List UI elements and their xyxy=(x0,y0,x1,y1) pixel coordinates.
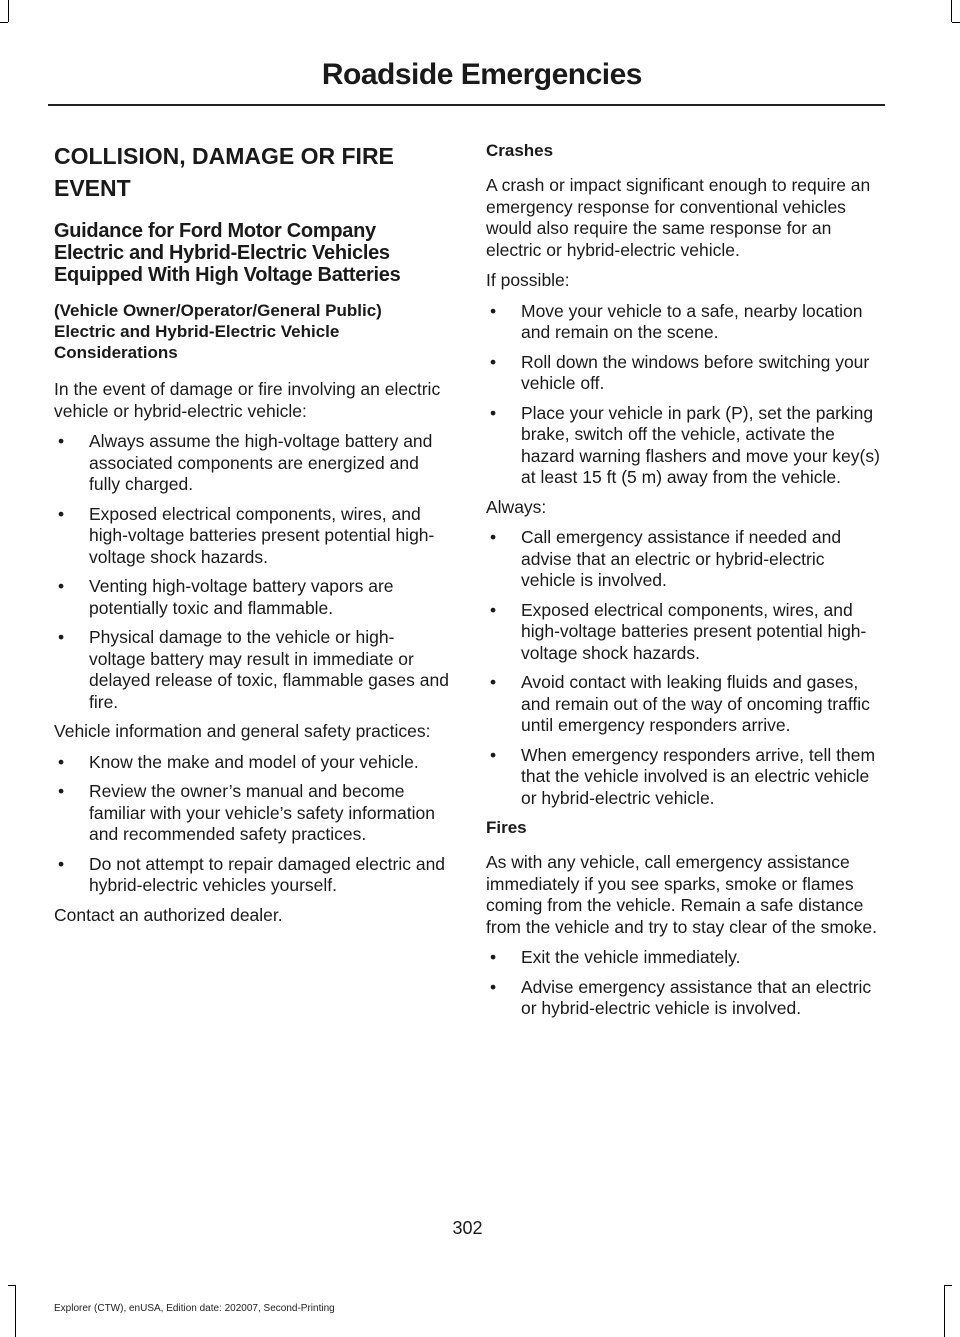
bullet-icon: • xyxy=(58,781,65,801)
fires-list xyxy=(486,947,882,1020)
list-item-text: Review the owner’s manual and become familiar with your vehicle’s safety information and recommended safety practices. xyxy=(89,781,435,844)
page-header-title: Roadside Emergencies xyxy=(321,58,642,91)
list-item-text: Move your vehicle to a safe, nearby location and remain on the scene. xyxy=(521,300,863,342)
list-item xyxy=(486,301,882,344)
crop-mark xyxy=(944,1285,945,1337)
list-item xyxy=(486,947,882,969)
section-heading: COLLISION, DAMAGE OR FIRE EVENT xyxy=(54,143,394,201)
bullet-icon: • xyxy=(490,744,497,765)
list-item-text: Advise emergency assistance that an electric or hybrid-electric vehicle is involved. xyxy=(521,976,872,1018)
right-column xyxy=(486,140,882,1028)
list-item-text: Physical damage to the vehicle or high-voltage battery may result in immediate or delayed release of toxic, flammable gases and fire. xyxy=(89,627,449,712)
crop-mark xyxy=(944,1285,952,1286)
considerations-title: Electric and Hybrid-Electric Vehicle Considerations xyxy=(54,322,340,362)
bullet-icon: • xyxy=(490,527,497,547)
bullet-icon: • xyxy=(490,947,497,967)
bullet-icon: • xyxy=(58,627,65,647)
intro-paragraph: In the event of damage or fire involving an electric vehicle or hybrid-electric vehicle: xyxy=(54,379,441,421)
list-item-text: Venting high-voltage battery vapors are potentially toxic and flammable. xyxy=(89,576,394,618)
bullet-icon: • xyxy=(58,853,65,874)
practices-list xyxy=(54,752,450,897)
list-item-text: Call emergency assistance if needed and advise that an electric or hybrid-electric vehicle is involved. xyxy=(521,527,842,590)
bullet-icon: • xyxy=(490,351,497,372)
list-item xyxy=(54,576,450,619)
audience-label: (Vehicle Owner/Operator/General Public) xyxy=(54,301,382,320)
list-item-text: Exit the vehicle immediately. xyxy=(521,947,741,967)
footer-edition-info: Explorer (CTW), enUSA, Edition date: 202007, Second-Printing xyxy=(54,1303,335,1314)
list-item xyxy=(486,352,882,395)
list-item-text: Always assume the high-voltage battery and associated components are energized and fully charged. xyxy=(89,431,433,494)
always-list xyxy=(486,527,882,809)
left-column xyxy=(54,140,450,935)
list-item xyxy=(54,627,450,713)
list-item-text: Exposed electrical components, wires, and high-voltage batteries present potential high-voltage shock hazards. xyxy=(521,599,867,663)
crop-mark xyxy=(8,0,9,22)
list-item-text: Avoid contact with leaking fluids and gases, and remain out of the way of oncoming traffic until emergency responders arrive. xyxy=(521,672,870,735)
audience-block xyxy=(54,300,450,363)
fires-heading: Fires xyxy=(486,818,527,837)
fires-paragraph: As with any vehicle, call emergency assistance immediately if you see sparks, smoke or flames coming from the vehicle. Remain a safe distance from the vehicle and try to stay clear of the smoke. xyxy=(486,852,878,937)
crop-mark xyxy=(15,1285,16,1337)
list-item xyxy=(486,600,882,665)
section-subheading: Guidance for Ford Motor Company Electric and Hybrid-Electric Vehicles Equipped With High Voltage Batteries xyxy=(54,220,401,286)
page-number: 302 xyxy=(452,1218,483,1238)
list-item xyxy=(54,504,450,569)
hazards-list xyxy=(54,431,450,713)
list-item xyxy=(486,527,882,592)
if-possible-list xyxy=(486,301,882,489)
list-item xyxy=(486,745,882,810)
list-item-text: Know the make and model of your vehicle. xyxy=(89,751,419,772)
bullet-icon: • xyxy=(58,431,65,451)
crop-mark xyxy=(0,22,8,23)
list-item-text: When emergency responders arrive, tell them that the vehicle involved is an electric vehicle or hybrid-electric vehicle. xyxy=(521,744,876,808)
bullet-icon: • xyxy=(58,576,65,596)
bullet-icon: • xyxy=(58,751,65,772)
crashes-paragraph: A crash or impact significant enough to require an emergency response for conventional vehicles would also require the same response for an electric or hybrid-electric vehicle. xyxy=(486,175,871,260)
always-label: Always: xyxy=(486,496,547,517)
list-item xyxy=(54,752,450,774)
bullet-icon: • xyxy=(490,599,497,620)
list-item xyxy=(54,854,450,897)
crop-mark xyxy=(951,0,952,22)
bullet-icon: • xyxy=(490,976,497,997)
bullet-icon: • xyxy=(490,672,497,692)
bullet-icon: • xyxy=(490,300,497,321)
header-divider xyxy=(48,104,885,106)
crop-mark xyxy=(952,22,960,23)
list-item xyxy=(486,403,882,489)
bullet-icon: • xyxy=(58,503,65,524)
crashes-heading: Crashes xyxy=(486,141,554,160)
list-item-text: Place your vehicle in park (P), set the parking brake, switch off the vehicle, activate the hazard warning flashers and move your key(s) at least 15 ft (5 m) away from the vehicle. xyxy=(521,402,880,487)
bullet-icon: • xyxy=(490,402,497,423)
list-item xyxy=(486,977,882,1020)
info-intro-paragraph: Vehicle information and general safety practices: xyxy=(54,721,431,741)
list-item-text: Exposed electrical components, wires, and high-voltage batteries present potential high-voltage shock hazards. xyxy=(89,503,435,567)
list-item xyxy=(54,431,450,496)
list-item-text: Do not attempt to repair damaged electric and hybrid-electric vehicles yourself. xyxy=(89,853,446,895)
list-item xyxy=(486,672,882,737)
list-item xyxy=(54,781,450,846)
list-item-text: Roll down the windows before switching your vehicle off. xyxy=(521,351,870,393)
if-possible-label: If possible: xyxy=(486,270,570,290)
contact-paragraph: Contact an authorized dealer. xyxy=(54,904,283,925)
